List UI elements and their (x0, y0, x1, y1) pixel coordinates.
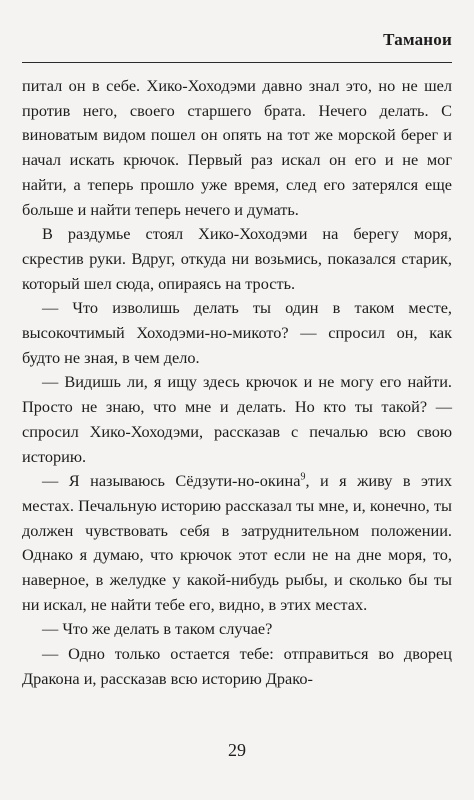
footnote-marker: 9 (300, 471, 306, 483)
paragraph-text: , и я живу в этих местах. Печальную историю рассказал ты мне, и, конечно, ты должен чувствовать себя в затруднительном положении. Однако я думаю, что крючок этот если не на дне моря, то, наверное, в желудке у какой-нибудь рыбы, и сколько бы ты ни искал, не найти тебе его, видно, в этих местах. (22, 471, 452, 614)
paragraph: В раздумье стоял Хико-Хоходэми на берегу моря, скрестив руки. Вдруг, откуда ни возьмись, показался старик, который шел сюда, опираясь на трость. (22, 224, 452, 293)
body-text (22, 74, 452, 692)
paragraph (22, 469, 452, 617)
paragraph: — Видишь ли, я ищу здесь крючок и не могу его найти. Просто не знаю, что мне и делать. Но кто ты такой? — спросил Хико-Хоходэми, рассказав с печалью всю свою историю. (22, 372, 452, 466)
page-number: 29 (228, 740, 246, 760)
paragraph: питал он в себе. Хико-Хоходэми давно знал это, но не шел против него, своего старшего брата. Нечего делать. С виноватым видом пошел он опять на тот же морской берег и начал искать крючок. Первый раз искал он его и не мог найти, а теперь прошло уже время, след его затерялся еще больше и найти теперь нечего и думать. (22, 76, 452, 219)
paragraph: — Что изволишь делать ты один в таком месте, высокочтимый Хоходэми-но-микото? — спросил он, как будто не зная, в чем дело. (22, 298, 452, 367)
running-title: Таманои (383, 30, 452, 49)
paragraph: — Что же делать в таком случае? (42, 619, 273, 639)
paragraph-text: — Я называюсь Сёдзути-но-окина (42, 471, 301, 491)
paragraph: — Одно только остается тебе: отправиться во дворец Дракона и, рассказав всю историю Драко- (22, 644, 452, 688)
header-rule (22, 62, 452, 63)
